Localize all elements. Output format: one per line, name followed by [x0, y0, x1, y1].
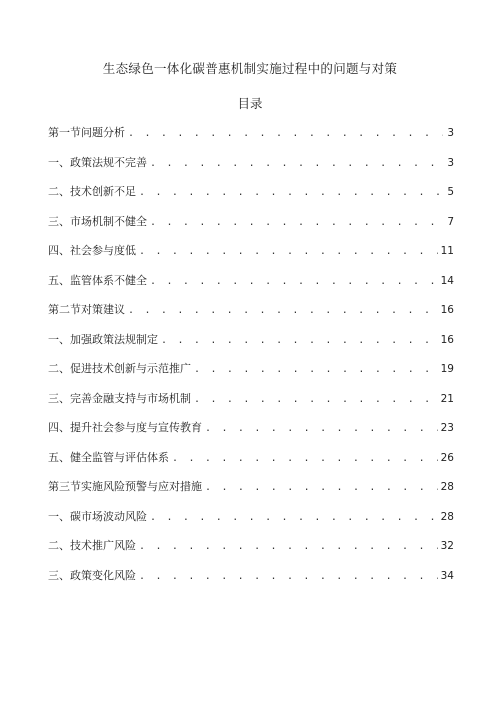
toc-dot-leader [139, 246, 438, 257]
toc-dot-leader [128, 305, 438, 316]
toc-entry-label: 五、监管体系不健全 [48, 273, 147, 287]
toc-entry[interactable] [48, 301, 454, 331]
toc-entry-label: 三、政策变化风险 [48, 568, 136, 582]
toc-entry-label: 四、提升社会参与度与宣传教育 [48, 421, 202, 434]
toc-entry[interactable] [48, 390, 454, 420]
toc-entry-label: 三、完善金融支持与市场机制 [48, 391, 191, 405]
toc-dot-leader [150, 276, 438, 287]
toc-entry-page: 28 [440, 510, 454, 523]
toc-entry-page: 19 [440, 363, 454, 375]
toc-entry[interactable] [48, 183, 454, 213]
toc-entry[interactable] [48, 124, 454, 154]
toc-dot-leader [139, 541, 438, 552]
toc-entry[interactable] [48, 154, 454, 184]
toc-entry[interactable] [48, 360, 454, 390]
toc-entry[interactable] [48, 508, 454, 538]
toc-entry[interactable] [48, 272, 454, 302]
toc-entry[interactable] [48, 242, 454, 272]
toc-entry-label: 第一节问题分析 [48, 126, 125, 139]
toc-entry-page: 16 [440, 304, 454, 316]
toc-entry[interactable] [48, 567, 454, 597]
toc-dot-leader [139, 187, 443, 198]
toc-entry-label: 五、健全监管与评估体系 [48, 450, 169, 464]
toc-entry-label: 一、碳市场波动风险 [48, 509, 147, 523]
toc-entry[interactable] [48, 478, 454, 508]
toc-entry-page: 14 [440, 274, 454, 287]
toc-entry-page: 23 [440, 422, 454, 434]
toc-heading: 目录 [237, 96, 263, 111]
toc-entry[interactable] [48, 419, 454, 449]
toc-entry-label: 二、促进技术创新与示范推广 [48, 362, 191, 375]
toc-dot-leader [172, 453, 438, 464]
toc-entry[interactable] [48, 537, 454, 567]
toc-entry-label: 四、社会参与度低 [48, 244, 136, 257]
toc-entry-page: 28 [440, 481, 454, 493]
toc-dot-leader [150, 217, 443, 228]
toc-entry-page: 3 [447, 127, 454, 139]
toc-entry-label: 一、加强政策法规制定 [48, 332, 158, 346]
toc-dot-leader [194, 394, 438, 405]
toc-entry-label: 三、市场机制不健全 [48, 214, 147, 228]
toc-dot-leader [161, 335, 438, 346]
toc-entry-label: 第二节对策建议 [48, 303, 125, 316]
toc-entry-page: 16 [440, 333, 454, 346]
toc-entry-label: 二、技术推广风险 [48, 539, 136, 552]
document-title: 生态绿色一体化碳普惠机制实施过程中的问题与对策 [102, 61, 398, 76]
table-of-contents [48, 124, 454, 596]
toc-entry-page: 5 [447, 186, 454, 198]
toc-entry-page: 21 [440, 392, 454, 405]
toc-dot-leader [150, 512, 438, 523]
toc-entry-page: 34 [440, 569, 454, 582]
toc-entry-page: 26 [440, 451, 454, 464]
toc-entry-page: 7 [447, 215, 454, 228]
toc-dot-leader [139, 571, 438, 582]
toc-entry[interactable] [48, 449, 454, 479]
toc-entry-label: 一、政策法规不完善 [48, 155, 147, 169]
toc-dot-leader [150, 158, 443, 169]
toc-dot-leader [194, 364, 438, 375]
toc-entry[interactable] [48, 331, 454, 361]
toc-entry-label: 第三节实施风险预警与应对措施 [48, 480, 202, 493]
toc-entry[interactable] [48, 213, 454, 243]
toc-dot-leader [205, 482, 438, 493]
toc-entry-page: 32 [440, 540, 454, 552]
toc-dot-leader [128, 128, 443, 139]
toc-entry-page: 3 [447, 156, 454, 169]
toc-entry-label: 二、技术创新不足 [48, 185, 136, 198]
toc-dot-leader [205, 423, 438, 434]
toc-entry-page: 11 [440, 245, 454, 257]
